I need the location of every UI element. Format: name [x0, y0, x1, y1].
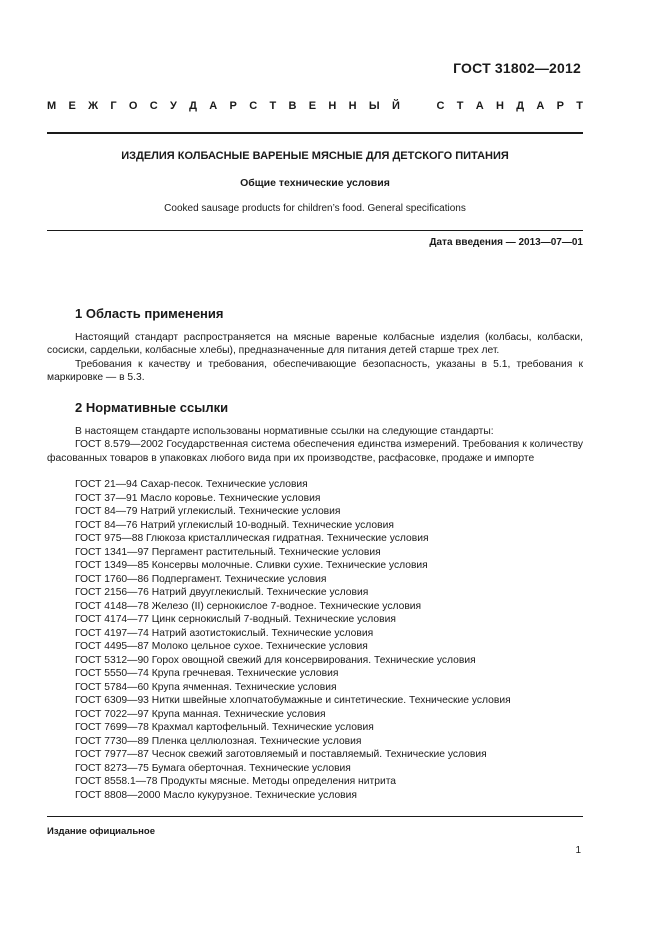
reference-item: ГОСТ 8273—75 Бумага оберточная. Технические условия [75, 762, 351, 774]
reference-item: ГОСТ 7699—78 Крахмал картофельный. Технические условия [75, 722, 374, 733]
standard-letter: Н [348, 100, 357, 112]
reference-item: ГОСТ 21—94 Сахар-песок. Технические условия [75, 479, 308, 490]
reference-item: ГОСТ 975—88 Глюкоза кристаллическая гидратная. Технические условия [75, 533, 429, 544]
reference-item: ГОСТ 5550—74 Крупа гречневая. Технические условия [75, 668, 339, 679]
reference-item: ГОСТ 5784—60 Крупа ячменная. Технические условия [75, 681, 337, 693]
document-subtitle: Общие технические условия [240, 177, 390, 189]
standard-letter: Е [68, 100, 76, 112]
reference-item: ГОСТ 84—79 Натрий углекислый. Технические условия [75, 506, 341, 517]
english-title: Cooked sausage products for children’s food. General specifications [164, 203, 466, 214]
header-rule [47, 132, 583, 134]
standard-letter: Н [328, 100, 337, 112]
standard-letter: Ж [88, 100, 99, 112]
official-edition-label: Издание официальное [47, 826, 155, 837]
reference-item: ГОСТ 1349—85 Консервы молочные. Сливки сухие. Технические условия [75, 560, 428, 571]
footer-rule [47, 816, 583, 817]
standard-letter: А [209, 100, 218, 112]
reference-item: ГОСТ 37—91 Масло коровье. Технические условия [75, 492, 321, 504]
page-number: 1 [575, 845, 581, 856]
standard-letter: Т [269, 100, 277, 112]
gost-number: ГОСТ 31802—2012 [453, 60, 581, 76]
standard-letter: М [47, 100, 57, 112]
standard-letter: У [170, 100, 177, 112]
standard-letter: Г [110, 100, 117, 112]
reference-item: ГОСТ 1341—97 Пергамент растительный. Технические условия [75, 546, 381, 558]
standard-letter: Т [576, 100, 583, 112]
standard-letter: С [149, 100, 158, 112]
standard-letter: Р [556, 100, 564, 112]
reference-item: ГОСТ 4197—74 Натрий азотистокислый. Технические условия [75, 627, 374, 639]
reference-item: ГОСТ 4148—78 Железо (II) сернокислое 7-водное. Технические условия [75, 600, 422, 612]
reference-item: ГОСТ 8808—2000 Масло кукурузное. Технические условия [75, 789, 357, 801]
document-title: ИЗДЕЛИЯ КОЛБАСНЫЕ ВАРЕНЫЕ МЯСНЫЕ ДЛЯ ДЕТСКОГО ПИТАНИЯ [121, 150, 509, 162]
section-2-body [47, 425, 583, 465]
reference-item: ГОСТ 7977—87 Чеснок свежий заготовляемый и поставляемый. Технические условия [75, 749, 487, 760]
standard-letter: Т [456, 100, 464, 112]
standard-letter: Е [308, 100, 317, 112]
section-2-intro: В настоящем стандарте использованы нормативные ссылки на следующие стандарты: [75, 426, 494, 437]
reference-item: ГОСТ 8558.1—78 Продукты мясные. Методы определения нитрита [75, 776, 397, 787]
section-2-heading: 2 Нормативные ссылки [75, 400, 229, 415]
standard-letter: Й [391, 100, 400, 112]
section-1-heading: 1 Область применения [75, 306, 224, 321]
reference-item: ГОСТ 5312—90 Горох овощной свежий для консервирования. Технические условия [75, 654, 476, 666]
section-1-body [47, 331, 583, 385]
standard-letter: А [536, 100, 545, 112]
standard-letter: Р [229, 100, 237, 112]
standard-letter: Ы [368, 100, 380, 112]
standard-letter [412, 100, 424, 112]
standard-letter: Н [495, 100, 504, 112]
standard-letter: О [128, 100, 138, 112]
reference-item: ГОСТ 4174—77 Цинк сернокислый 7-водный. Технические условия [75, 614, 396, 625]
section-1-paragraph: Требования к качеству и требования, обеспечивающие безопасность, указаны в 5.1, требования к маркировке — в 5.3. [47, 358, 583, 384]
reference-item: ГОСТ 84—76 Натрий углекислый 10-водный. Технические условия [75, 519, 394, 531]
reference-item: ГОСТ 8.579—2002 Государственная система обеспечения единства измерений. Требования к количеству фасованных товаров в упаковках любого вида при их производстве, расфасовке, продаже и импорте [47, 439, 583, 464]
standard-letter: В [288, 100, 297, 112]
reference-item: ГОСТ 7022—97 Крупа манная. Технические условия [75, 708, 326, 720]
reference-item: ГОСТ 4495—87 Молоко цельное сухое. Технические условия [75, 641, 368, 652]
standard-letter: С [436, 100, 445, 112]
reference-item: ГОСТ 1760—86 Подпергамент. Технические условия [75, 573, 327, 585]
interstate-standard-label [47, 100, 583, 112]
reference-item: ГОСТ 2156—76 Натрий двууглекислый. Технические условия [75, 587, 369, 598]
introduction-date: Дата введения — 2013—07—01 [429, 237, 583, 248]
standard-letter: Д [189, 100, 197, 112]
reference-item: ГОСТ 7730—89 Пленка целлюлозная. Технические условия [75, 735, 362, 747]
section-1-paragraph: Настоящий стандарт распространяется на мясные вареные колбасные изделия (колбасы, колбаски, сосиски, сардельки, колбасные хлебы), предназначенные для питания детей старше трех лет. [47, 332, 583, 357]
standard-letter: А [475, 100, 484, 112]
standard-letter: С [249, 100, 258, 112]
standard-letter: Д [516, 100, 525, 112]
title-rule [47, 230, 583, 231]
reference-list [75, 478, 511, 802]
reference-item: ГОСТ 6309—93 Нитки швейные хлопчатобумажные и синтетические. Технические условия [75, 695, 511, 706]
